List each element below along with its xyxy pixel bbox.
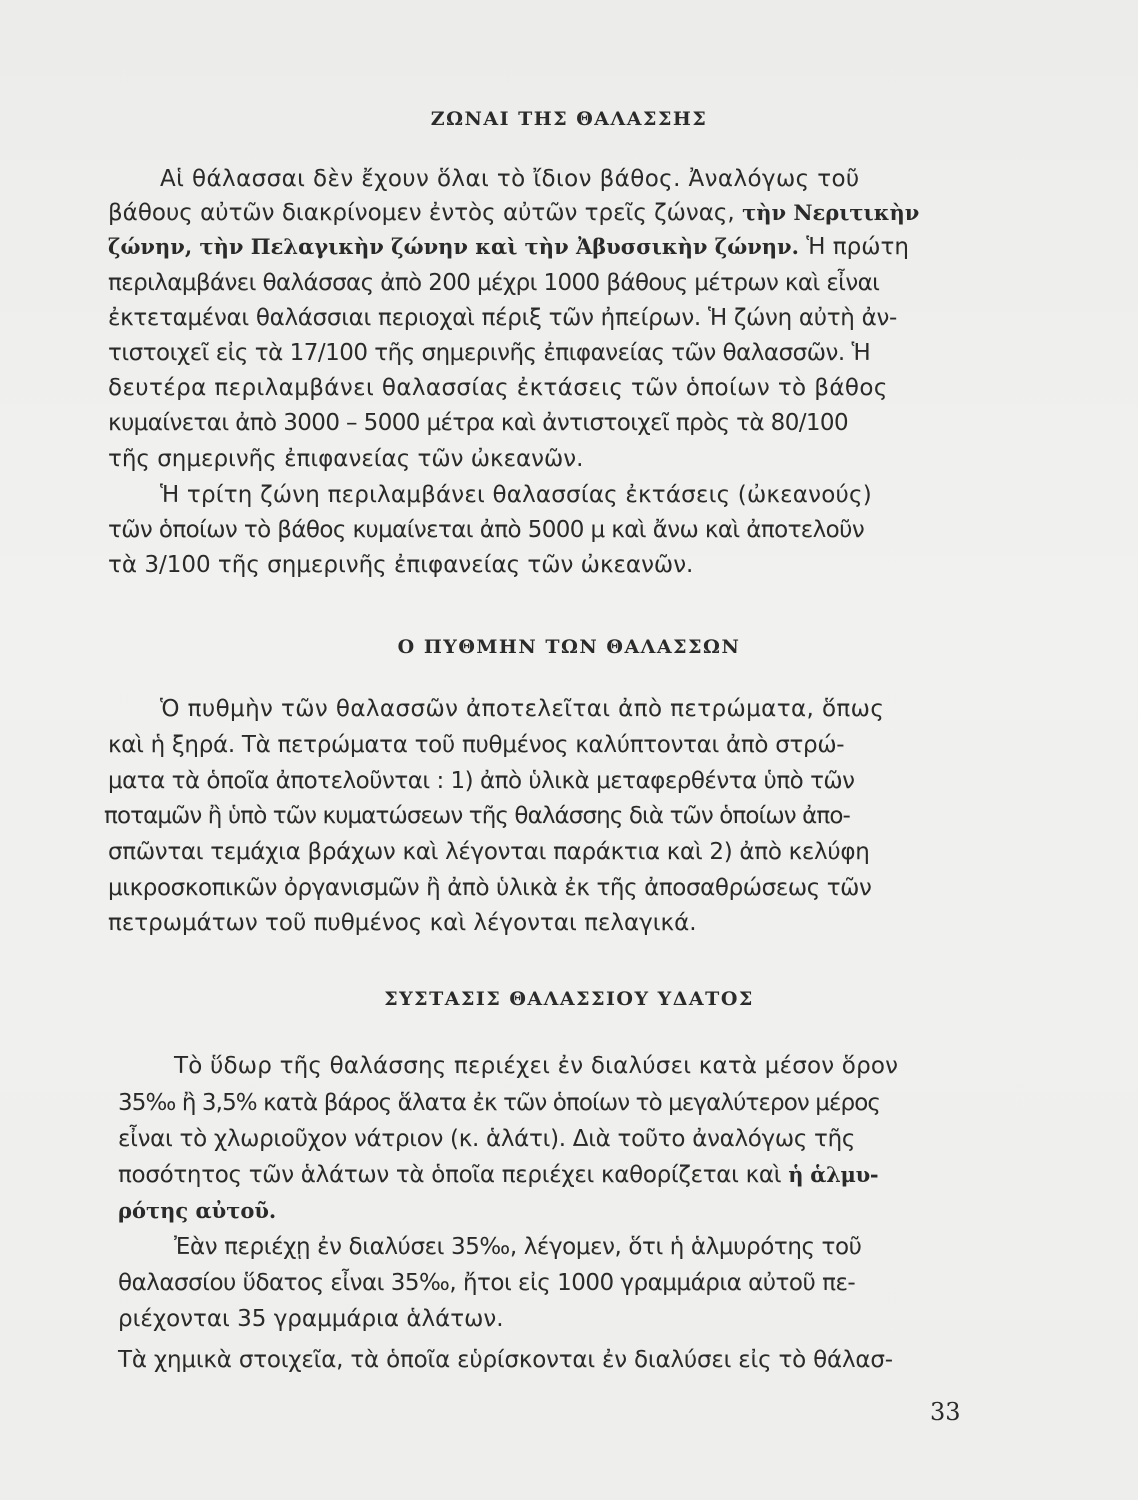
text-line: ματα τὰ ὁποῖα ἀποτελοῦνται : 1) ἀπὸ ὑλικὰ μεταφερθέντα ὑπὸ τῶν [108,768,855,794]
text-line: Ἡ τρίτη ζώνη περιλαμβάνει θαλασσίας ἐκτάσεις (ὠκεανούς) [160,482,872,508]
text-line: Ὁ πυθμὴν τῶν θαλασσῶν ἀποτελεῖται ἀπὸ πετρώματα, ὅπως [160,696,885,722]
text-line: ποσότητος τῶν ἁλάτων τὰ ὁποῖα περιέχει καθορίζεται καὶ ἡ ἁλμυ- [118,1162,879,1188]
section-heading-seabed: Ο ΠΥΘΜΗΝ ΤΩΝ ΘΑΛΑΣΣΩΝ [397,636,741,658]
text-line: ζώνην, τὴν Πελαγικὴν ζώνην καὶ τὴν Ἀβυσσικὴν ζώνην. Ἡ πρώτη [108,234,909,260]
terms-pelagic-abyssal: ζώνην, τὴν Πελαγικὴν ζώνην καὶ τὴν Ἀβυσσικὴν ζώνην. [108,234,799,259]
text-line: εἶναι τὸ χλωριοῦχον νάτριον (κ. ἁλάτι). Διὰ τοῦτο ἀναλόγως τῆς [118,1126,856,1152]
text-line: ποταμῶν ἢ ὑπὸ τῶν κυματώσεων τῆς θαλάσσης διὰ τῶν ὁποίων ἀπο- [104,803,850,829]
section-heading-composition: ΣΥΣΤΑΣΙΣ ΘΑΛΑΣΣΙΟΥ ΥΔΑΤΟΣ [384,988,754,1010]
text-line: Τὰ χημικὰ στοιχεῖα, τὰ ὁποῖα εὑρίσκονται ἐν διαλύσει εἰς τὸ θάλασ- [118,1347,893,1373]
text-line: καὶ ἡ ξηρά. Τὰ πετρώματα τοῦ πυθμένος καλύπτονται ἀπὸ στρώ- [108,732,845,758]
text-line: θαλασσίου ὕδατος εἶναι 35‰, ἤτοι εἰς 1000 γραμμάρια αὐτοῦ πε- [118,1270,856,1296]
text-line: σπῶνται τεμάχια βράχων καὶ λέγονται παράκτια καὶ 2) ἀπὸ κελύφη [108,839,870,865]
page-number: 33 [930,1398,961,1426]
text-line: δευτέρα περιλαμβάνει θαλασσίας ἐκτάσεις τῶν ὁποίων τὸ βάθος [108,375,888,401]
section-heading-zones: ΖΩΝΑΙ ΤΗΣ ΘΑΛΑΣΣΗΣ [430,108,708,130]
text-line: τῶν ὁποίων τὸ βάθος κυμαίνεται ἀπὸ 5000 μ καὶ ἄνω καὶ ἀποτελοῦν [108,517,865,543]
text-line: ριέχονται 35 γραμμάρια ἁλάτων. [118,1306,504,1332]
text-line: περιλαμβάνει θαλάσσας ἀπὸ 200 μέχρι 1000 βάθους μέτρων καὶ εἶναι [108,270,880,296]
text-line: κυμαίνεται ἀπὸ 3000 – 5000 μέτρα καὶ ἀντιστοιχεῖ πρὸς τὰ 80/100 [108,410,849,436]
text-line: Ἐὰν περιέχῃ ἐν διαλύσει 35‰, λέγομεν, ὅτι ἡ ἁλμυρότης τοῦ [174,1234,862,1260]
text-line: Αἱ θάλασσαι δὲν ἔχουν ὅλαι τὸ ἴδιον βάθος. Ἀναλόγως τοῦ [160,166,860,192]
text-line: 35‰ ἢ 3,5% κατὰ βάρος ἅλατα ἐκ τῶν ὁποίων τὸ μεγαλύτερον μέρος [118,1090,880,1116]
text-line: ρότης αὐτοῦ. [118,1198,277,1223]
text-line: τιστοιχεῖ εἰς τὰ 17/100 τῆς σημερινῆς ἐπιφανείας τῶν θαλασσῶν. Ἡ [108,340,871,366]
text-line: Τὸ ὕδωρ τῆς θαλάσσης περιέχει ἐν διαλύσει κατὰ μέσον ὅρον [174,1053,899,1079]
term-salinity: ἡ ἁλμυ- [788,1162,879,1187]
text-line: βάθους αὐτῶν διακρίνομεν ἐντὸς αὐτῶν τρεῖς ζώνας, τὴν Νεριτικὴν [108,200,920,226]
term-neritic: τὴν Νεριτικὴν [742,200,920,225]
text-line: μικροσκοπικῶν ὀργανισμῶν ἢ ἀπὸ ὑλικὰ ἐκ τῆς ἀποσαθρώσεως τῶν [108,875,872,901]
text-line: πετρωμάτων τοῦ πυθμένος καὶ λέγονται πελαγικά. [108,910,697,936]
text-line: τῆς σημερινῆς ἐπιφανείας τῶν ὠκεανῶν. [108,446,584,472]
text-line: ἐκτεταμέναι θαλάσσιαι περιοχαὶ πέριξ τῶν ἠπείρων. Ἡ ζώνη αὐτὴ ἀν- [108,305,897,331]
text-line: τὰ 3/100 τῆς σημερινῆς ἐπιφανείας τῶν ὠκεανῶν. [108,552,694,578]
